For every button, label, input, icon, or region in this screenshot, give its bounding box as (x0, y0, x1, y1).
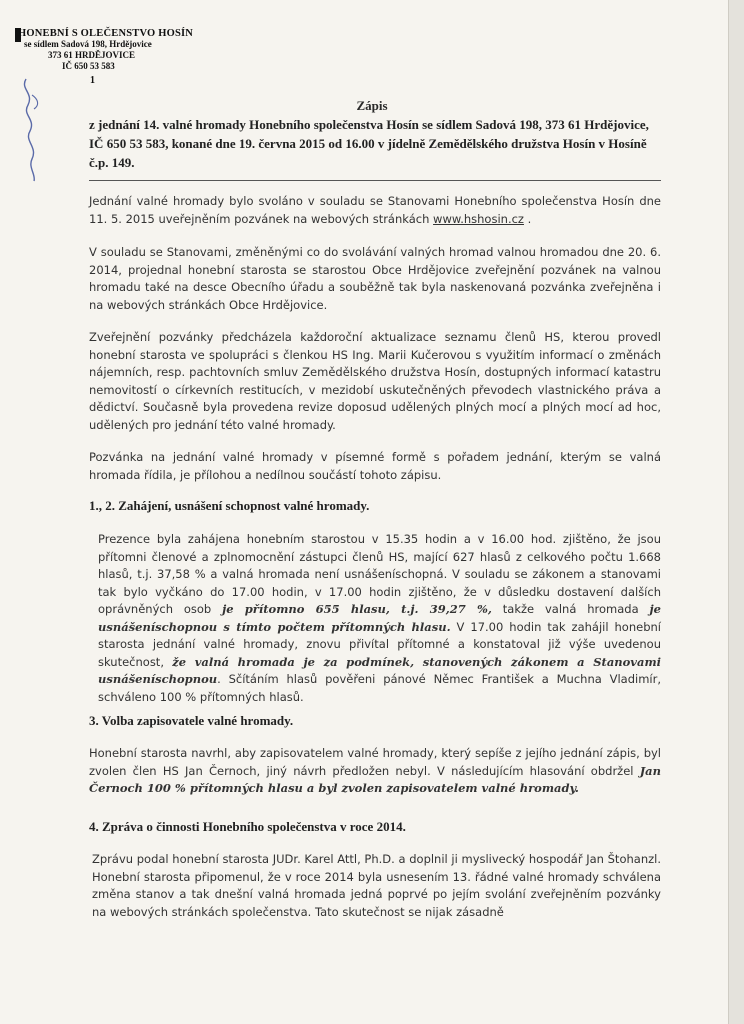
website-link[interactable]: www.hshosin.cz (433, 211, 524, 226)
stamp-line-1: HONEBNÍ S OLEČENSTVO HOSÍN (18, 28, 194, 39)
section-heading-opening: 1., 2. Zahájení, usnášení schopnost valné hromady. (89, 498, 370, 513)
quorum-text-4: . Sčítáním hlasů pověřeni pánové Němec František a Muchna Vladimír, schváleno 100 % přítomných hlasů. (98, 672, 661, 704)
paragraph-statutes: V souladu se Stanovami, změněnými co do svolávání valných hromad valnou hromadou dne 20. 6. 2014, projednal honební starosta se starostou Obce Hrdějovice zveřejnění pozvánek na valnou hromadu také na desce Obecního úřadu a souběžně tak byla naskenovaná pozvánka zveřejněna i na webových stránkách Obce Hrdějovice. (89, 245, 661, 312)
paragraph-agenda: Pozvánka na jednání valné hromady v písemné formě s pořadem jednání, kterým se valná hromada řídila, je přílohou a nedílnou součástí tohoto zápisu. (89, 450, 661, 482)
stamp-line-4: IČ 650 53 583 (62, 61, 115, 71)
document-heading: z jednání 14. valné hromady Honebního společenstva Hosín se sídlem Sadová 198, 373 61 Hrdějovice, IČ 650 53 583, konané dne 19. června 2015 od 16.00 v jídelně Zemědělského družstva Hosín v Hosíně č.p. 149. (89, 117, 649, 170)
quorum-emphasis-3: že valná hromada je za podmínek, stanovených zákonem a Stanovami usnášeníschopnou (98, 654, 661, 686)
paragraph-invitation (89, 193, 661, 228)
section-heading-recorder: 3. Volba zapisovatele valné hromady. (89, 713, 294, 728)
heading-divider (89, 180, 661, 181)
paragraph-member-list: Zveřejnění pozvánky předcházela každoroční aktualizace seznamu členů HS, kterou provedl honební starosta ve spolupráci s členkou HS Ing. Marii Kučerovou s využitím informací o změnách nájemních, resp. pachtovních smluv Zemědělského družstva Hosín, dostupných informací katastru nemovitostí o církevních restitucích, v mezidobí uskutečněných převodech vlastnického práva a dědictví. Současně byla provedena revize doposud udělených plných mocí a plných mocí ad hoc, udělených pro jednání této valné hromady. (89, 330, 661, 432)
section-heading-report: 4. Zpráva o činnosti Honebního společenstva v roce 2014. (89, 819, 406, 834)
paragraph-end: . (523, 211, 532, 226)
paragraph-recorder (89, 745, 661, 798)
page-edge (728, 0, 744, 1024)
recorder-text: Honební starosta navrhl, aby zapisovatelem valné hromady, který sepíše z jejího jednání zápis, byl zvolen člen HS Jan Černoch, jiný návrh předložen nebyl. V následujícím hlasování obdržel (89, 746, 661, 778)
stamp-line-3: 373 61 HRDĚJOVICE (48, 50, 136, 60)
paragraph-text: Jednání valné hromady bylo svoláno v souladu se Stanovami Honebního společenstva Hosín dne 11. 5. 2015 uveřejněním pozvánek na webových stránkách (89, 194, 661, 226)
paragraph-quorum (98, 531, 661, 706)
quorum-text-2: takže valná hromada (491, 602, 650, 616)
quorum-text-1: Prezence byla zahájena honebním starostou v 15.35 hodin a v 16.00 hod. zjištěno, že jsou přítomni členové a zplnomocnění zástupci členů HS, mající 627 hlasů z celkového počtu 1.668 hlasů, t.j. 37,58 % a valná hromada není usnášeníschopná. V souladu se zákonem a stanovami tak bylo vyčkáno do 17.00 hodin, v 17.00 hodin zjištěno, že v důsledku dostavení dalších oprávněných osob (98, 532, 661, 616)
paragraph-report: Zprávu podal honební starosta JUDr. Karel Attl, Ph.D. a doplnil ji myslivecký hospodář Jan Štohanzl. Honební starosta připomenul, že v roce 2014 byla usnesením 13. řádné valné hromady schválena změna stanov a tak dnešní valná hromada jedná poprvé po jejím svolání zveřejněním pozvánky na webových stránkách společenstva. Tato skutečnost se nijak zásadně (92, 852, 661, 919)
quorum-text-3: V 17.00 hodin tak zahájil honební starosta jednání valné hromady, znovu přivítal přítomné a konstatoval již výše uvedenou skutečnost, (98, 619, 661, 669)
stamp-line-2: se sídlem Sadová 198, Hrdějovice (24, 39, 152, 49)
handwritten-signature (18, 75, 46, 185)
quorum-emphasis-2: je usnášeníschopnou s tímto počtem přítomných hlasu. (98, 602, 661, 634)
quorum-emphasis-1: je přítomno 655 hlasu, t.j. 39,27 %, (222, 602, 492, 616)
document-title: Zápis (356, 98, 388, 113)
recorder-emphasis: Jan Černoch 100 % přítomných hlasu a byl zvolen zapisovatelem valné hromady. (89, 763, 661, 795)
stamp-line-5: 1 (90, 75, 95, 86)
